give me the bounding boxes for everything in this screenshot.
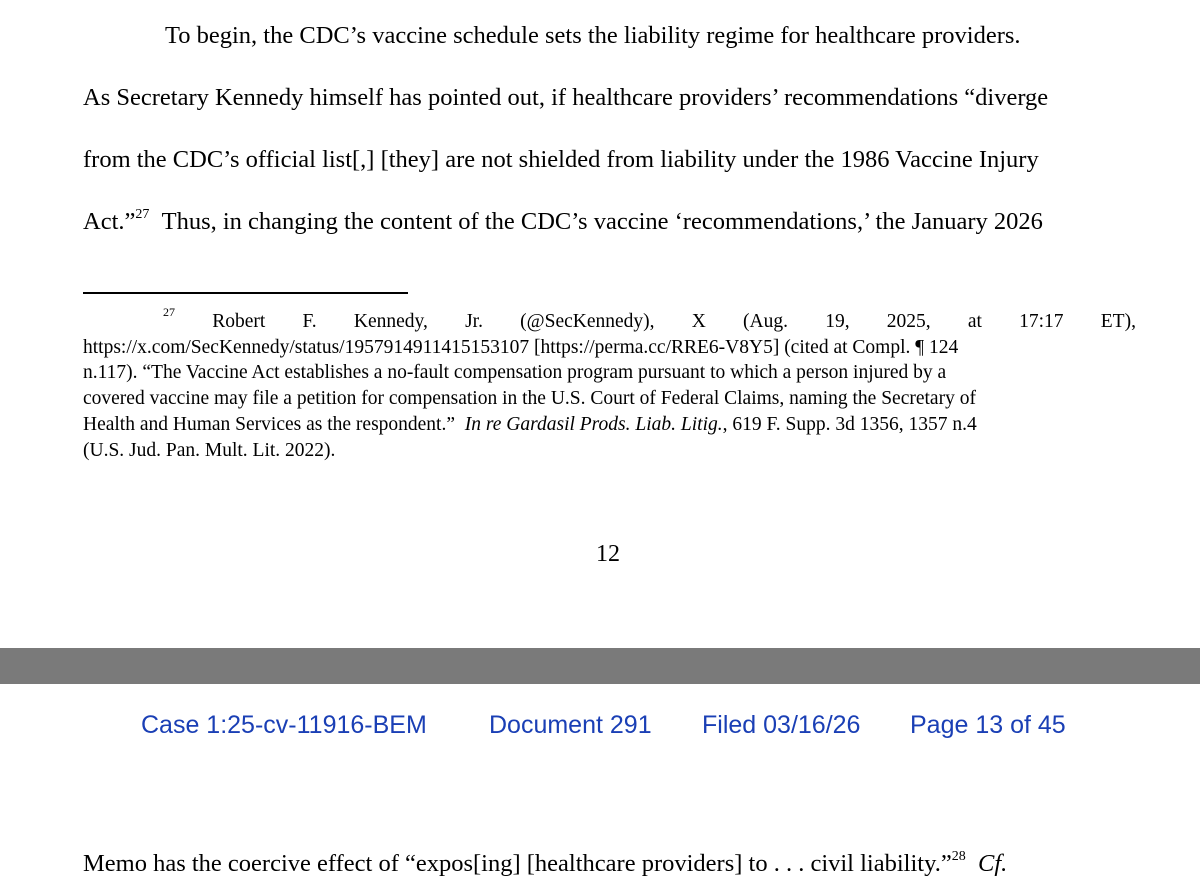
ecf-case-header (0, 684, 1200, 774)
footnote-word: (Aug. (743, 311, 788, 332)
footnote-ref-27: 27 (135, 207, 150, 222)
footnote-line-5 (83, 415, 1136, 435)
case-citation-italic: In re Gardasil Prods. Liab. Litig. (464, 414, 723, 435)
cf-signal: Cf. (977, 850, 1008, 877)
body-line-4-start: Act.” (83, 208, 136, 235)
document-number: Document 291 (489, 711, 652, 739)
footnote-word: Robert (212, 311, 266, 332)
footnote-ref-28: 28 (951, 849, 966, 864)
footnote-line-1 (163, 305, 1136, 332)
footnote-word: F. (302, 311, 317, 332)
footnote-line-2: https://x.com/SecKennedy/status/1957914911415153107 [https://perma.cc/RRE6-V8Y5] (cited at Compl. ¶ 124 (83, 337, 959, 358)
citation-reporter: , 619 F. Supp. 3d 1356, 1357 n.4 (722, 414, 977, 435)
footnote-word: X (691, 311, 706, 332)
footnote-line-3: n.117). “The Vaccine Act establishes a no-fault compensation program pursuant to which a person injured by a (83, 362, 947, 383)
page-separator-bar (0, 648, 1200, 684)
filed-date: Filed 03/16/26 (702, 711, 861, 739)
footnote-quote: Health and Human Services as the respondent.” (83, 414, 456, 435)
body-line-1: To begin, the CDC’s vaccine schedule sets the liability regime for healthcare providers. (165, 22, 1021, 49)
body-line-4-end: Thus, in changing the content of the CDC’s vaccine ‘recommendations,’ the January 2026 (161, 208, 1043, 235)
footnote-line-6: (U.S. Jud. Pan. Mult. Lit. 2022). (83, 440, 336, 461)
footnote-word: Kennedy, (353, 311, 428, 332)
page-number: 12 (596, 541, 620, 567)
body-line-3: from the CDC’s official list[,] [they] are not shielded from liability under the 1986 Vaccine Injury (83, 146, 1039, 173)
body-line-4 (83, 207, 1043, 235)
footnote-word: (@SecKennedy), (520, 311, 655, 332)
footnote-word: at (967, 311, 982, 332)
footnote-word: 17:17 (1019, 311, 1064, 332)
case-number: Case 1:25-cv-11916-BEM (141, 711, 427, 739)
footnote-line-4: covered vaccine may file a petition for compensation in the U.S. Court of Federal Claims, naming the Secretary of (83, 388, 976, 409)
footnote-separator (83, 292, 408, 294)
footnote-word: 19, (825, 311, 850, 332)
page-13-first-line (83, 850, 1007, 878)
body-line-2: As Secretary Kennedy himself has pointed out, if healthcare providers’ recommendations “diverge (83, 84, 1049, 111)
footnote-word: 2025, (886, 311, 931, 332)
next-page-text: Memo has the coercive effect of “expos[ing] [healthcare providers] to . . . civil liability.” (83, 850, 952, 877)
footnote-word: Jr. (465, 311, 483, 332)
footnote-number: 27 (163, 305, 175, 319)
page-count: Page 13 of 45 (910, 711, 1066, 739)
footnote-word: ET), (1100, 311, 1136, 332)
